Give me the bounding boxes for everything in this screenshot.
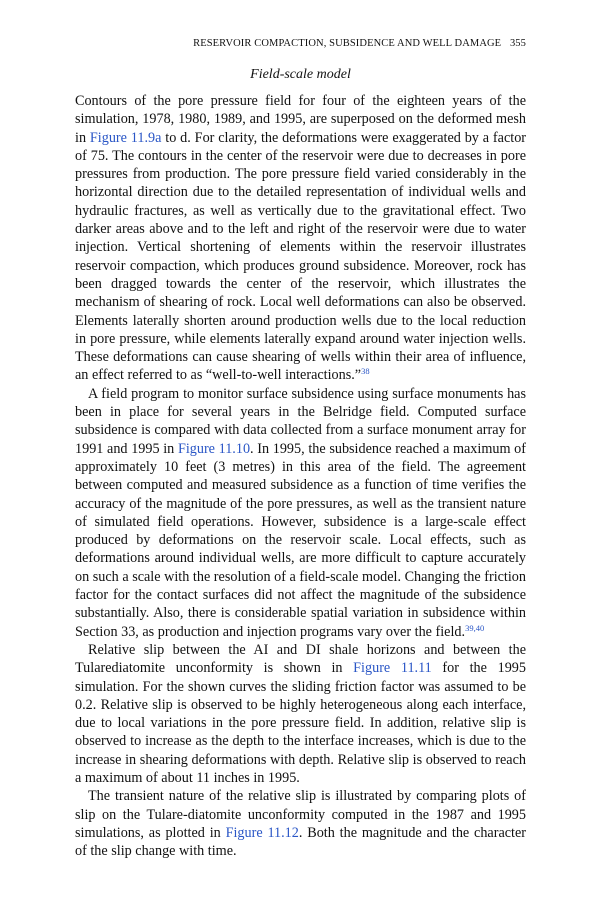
paragraph-2 xyxy=(75,385,526,641)
paragraph-text: . Both the magnitude and the character of the slip change with time. xyxy=(75,824,527,860)
running-header xyxy=(75,38,526,49)
paragraph-text: . In 1995, the subsidence reached a maximum of approximately 10 feet (3 metres) in this area of the field. The agreement between computed and measured subsidence as a function of time verifies the accuracy of the magnitude of the pore pressures, as well as the transient nature of simulated field operations. However, subsidence is a large-scale effect produced by deformations on the reservoir scale. Local effects, such as deformations around individual wells, are more difficult to capture accurately on such a scale with the resolution of a field-scale model. Changing the friction factor for the contact surfaces did not affect the magnitude of the subsidence substantially. Also, there is considerable spatial variation in subsidence within Section 33, as production and injection programs vary over the field. xyxy=(75,440,526,640)
page-number: 355 xyxy=(509,38,526,49)
paragraph-3 xyxy=(75,641,526,787)
figure-link-11-11[interactable]: Figure 11.11 xyxy=(353,660,432,677)
figure-link-11-10[interactable]: Figure 11.10 xyxy=(177,440,251,457)
running-title: RESERVOIR COMPACTION, SUBSIDENCE AND WELL DAMAGE xyxy=(193,38,502,49)
paragraph-4 xyxy=(75,787,526,860)
paragraph-text: A field program to monitor surface subsidence using surface monuments has been in place for several years in the Belridge field. Computed surface subsidence is compared with data collected from a surface monument array for 1991 and 1995 in xyxy=(75,385,526,457)
body-text xyxy=(75,92,526,860)
figure-link-11-9a[interactable]: Figure 11.9a xyxy=(89,129,162,146)
figure-link-11-12[interactable]: Figure 11.12 xyxy=(225,824,299,841)
paragraph-text: The transient nature of the relative slip is illustrated by comparing plots of slip on the Tulare-diatomite unconformity computed in the 1987 and 1995 simulations, as plotted in xyxy=(75,788,526,841)
citation-38[interactable]: 38 xyxy=(361,366,370,377)
paragraph-text: for the 1995 simulation. For the shown curves the sliding friction factor was assumed to be 0.2. Relative slip is observed to be highly heterogeneous along each interface, due to local variations in the pore pressure field. In addition, relative slip is observed to increase as the depth to the interface increases, which is due to the increase in shearing deformations with depth. Relative slip is observed to reach a maximum of about 11 inches in 1995. xyxy=(75,660,526,786)
citation-39-40[interactable]: 39,40 xyxy=(465,622,485,633)
paragraph-1 xyxy=(75,92,526,385)
paragraph-text: Contours of the pore pressure field for four of the eighteen years of the simulation, 1978, 1980, 1989, and 1995, are superposed on the deformed mesh in xyxy=(75,93,526,146)
paragraph-text: to d. For clarity, the deformations were exaggerated by a factor of 75. The contours in the center of the reservoir were due to decreases in pore pressures from production. The pore pressure field varied considerably in the horizontal direction due to the detailed representation of individual wells and hydraulic fractures, as well as vertically due to the gravitational effect. Two darker areas above and to the left and right of the reservoir were due to water injection. Vertical shortening of elements within the reservoir illustrates reservoir compaction, which produces ground subsidence. Moreover, rock has been dragged towards the center of the reservoir, which illustrates the mechanism of shearing of rock. Local well deformations can also be observed. Elements laterally shorten around production wells due to the local reduction in pore pressure, while elements laterally expand around water injection wells. These deformations can cause shearing of wells within their area of influence, an effect referred to as “well-to-well interactions.” xyxy=(75,129,527,384)
paragraph-text: Relative slip between the AI and DI shale horizons and between the Tularediatomite unconformity is shown in xyxy=(75,641,526,677)
section-title: Field-scale model xyxy=(250,67,351,82)
